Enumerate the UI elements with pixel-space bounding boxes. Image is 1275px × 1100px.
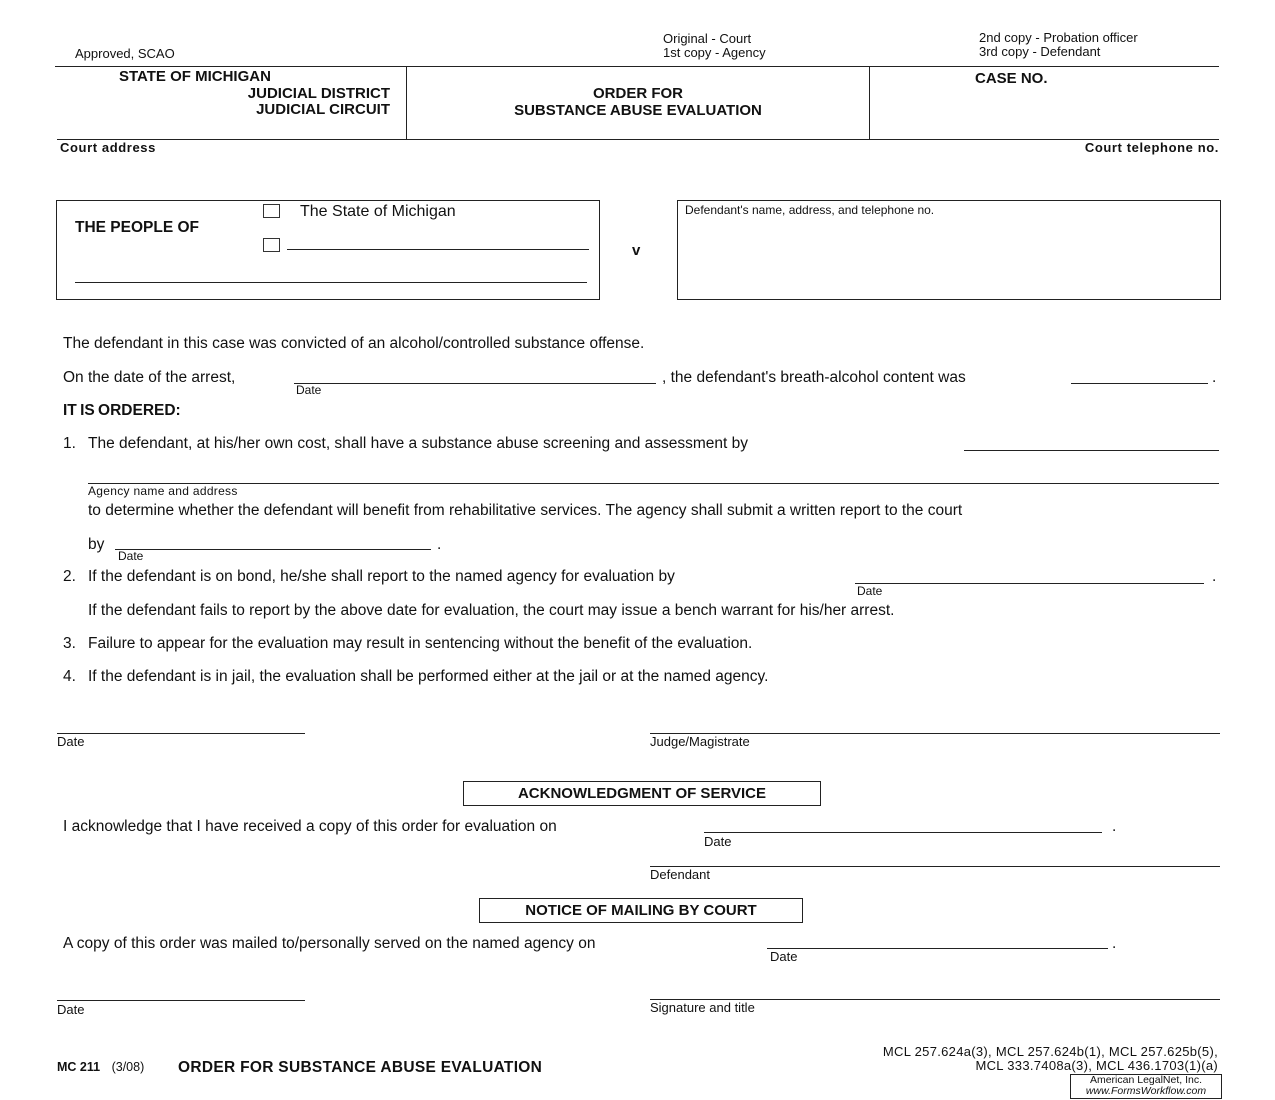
- notice-heading: NOTICE OF MAILING BY COURT: [479, 898, 803, 923]
- arrest-prefix: On the date of the arrest,: [63, 369, 236, 386]
- report-by-label: by: [88, 536, 105, 553]
- it-is-ordered: IT IS ORDERED:: [63, 402, 181, 419]
- vendor-url: www.FormsWorkflow.com: [1085, 1085, 1207, 1097]
- signature-title-label: Signature and title: [650, 1000, 755, 1015]
- state-of-michigan-option: The State of Michigan: [300, 203, 456, 220]
- bac-text: , the defendant's breath-alcohol content was: [662, 369, 966, 386]
- notice-date-label: Date: [770, 949, 798, 964]
- acknowledgment-heading: ACKNOWLEDGMENT OF SERVICE: [463, 781, 821, 806]
- acknowledgment-date-label: Date: [704, 834, 732, 849]
- vendor-stamp: [1070, 1074, 1222, 1099]
- bond-date-period: .: [1212, 568, 1217, 585]
- court-telephone-label: Court telephone no.: [1084, 140, 1219, 155]
- state-of-michigan: STATE OF MICHIGAN: [119, 68, 271, 85]
- item1-continuation: to determine whether the defendant will benefit from rehabilitative services. The agency shall submit a written report to the court: [88, 502, 963, 519]
- footer-form-title: ORDER FOR SUBSTANCE ABUSE EVALUATION: [178, 1059, 543, 1076]
- conviction-statement: The defendant in this case was convicted of an alcohol/controlled substance offense.: [63, 335, 645, 352]
- caption-divider-2: [869, 67, 870, 140]
- item4-text: If the defendant is in jail, the evaluation shall be performed either at the jail or at the named agency.: [88, 668, 769, 685]
- item3-number: 3.: [63, 635, 76, 652]
- court-address-label: Court address: [60, 140, 156, 155]
- copy-distribution-right: 2nd copy - Probation officer 3rd copy - Defendant: [979, 30, 1138, 59]
- report-date-label: Date: [118, 549, 144, 563]
- approved-scao: Approved, SCAO: [75, 46, 175, 61]
- report-date-period: .: [437, 536, 442, 553]
- acknowledgment-text: I acknowledge that I have received a copy of this order for evaluation on: [63, 818, 557, 835]
- form-title: ORDER FOR SUBSTANCE ABUSE EVALUATION: [514, 85, 762, 119]
- other-plaintiff-field[interactable]: [287, 249, 589, 250]
- judicial-district: JUDICIAL DISTRICT: [247, 84, 390, 102]
- agency-field-line2[interactable]: [88, 483, 1219, 484]
- order-date-field[interactable]: [57, 733, 305, 734]
- arrest-date-field[interactable]: [294, 383, 656, 384]
- acknowledgment-date-field[interactable]: [704, 832, 1102, 833]
- item3-text: Failure to appear for the evaluation may result in sentencing without the benefit of the evaluation.: [88, 635, 753, 652]
- judge-signature-label: Judge/Magistrate: [650, 734, 750, 749]
- agency-field-line1[interactable]: [964, 450, 1219, 451]
- mcl-citations: MCL 257.624a(3), MCL 257.624b(1), MCL 257.625b(5), MCL 333.7408a(3), MCL 436.1703(1)(a): [882, 1044, 1218, 1073]
- item4-number: 4.: [63, 668, 76, 685]
- other-plaintiff-checkbox[interactable]: [263, 238, 280, 252]
- item2-text: If the defendant is on bond, he/she shall report to the named agency for evaluation by: [88, 568, 675, 585]
- notice-sign-date-field[interactable]: [57, 1000, 305, 1001]
- court-name-block: [110, 69, 390, 119]
- acknowledgment-period: .: [1112, 818, 1117, 835]
- caption-top-rule: [55, 66, 1219, 67]
- people-of-label: THE PEOPLE OF: [75, 219, 200, 236]
- vendor-name: American LegalNet, Inc.: [1089, 1074, 1203, 1086]
- defendant-signature-label: Defendant: [650, 867, 710, 882]
- form-number: MC 211: [57, 1060, 101, 1074]
- notice-date-field[interactable]: [767, 948, 1108, 949]
- item1-number: 1.: [63, 435, 76, 452]
- state-of-michigan-checkbox[interactable]: [263, 204, 280, 218]
- bond-date-field[interactable]: [855, 583, 1204, 584]
- defendant-signature-field[interactable]: [650, 866, 1220, 867]
- bac-field[interactable]: [1071, 383, 1208, 384]
- notice-period: .: [1112, 935, 1117, 952]
- item2-continuation: If the defendant fails to report by the above date for evaluation, the court may issue a bench warrant for his/her arrest.: [88, 602, 895, 619]
- defendant-info-label: Defendant's name, address, and telephone no.: [685, 203, 935, 217]
- judicial-circuit: JUDICIAL CIRCUIT: [256, 101, 390, 118]
- bond-date-label: Date: [857, 584, 883, 598]
- notice-text: A copy of this order was mailed to/personally served on the named agency on: [63, 935, 596, 952]
- item2-number: 2.: [63, 568, 76, 585]
- arrest-date-label: Date: [296, 383, 322, 397]
- form-revision: (3/08): [111, 1060, 145, 1074]
- case-no-label: CASE NO.: [975, 70, 1048, 87]
- bac-period: .: [1212, 369, 1217, 386]
- copy-distribution-left: Original - Court 1st copy - Agency: [663, 31, 766, 60]
- plaintiff-name-field[interactable]: [75, 282, 587, 283]
- order-date-label: Date: [57, 734, 85, 749]
- versus: v: [632, 242, 641, 259]
- report-date-field[interactable]: [115, 549, 431, 550]
- form-number-block: [57, 1060, 144, 1074]
- item1-text: The defendant, at his/her own cost, shall have a substance abuse screening and assessment by: [88, 435, 749, 452]
- agency-label: Agency name and address: [88, 484, 238, 498]
- notice-sign-date-label: Date: [57, 1002, 85, 1017]
